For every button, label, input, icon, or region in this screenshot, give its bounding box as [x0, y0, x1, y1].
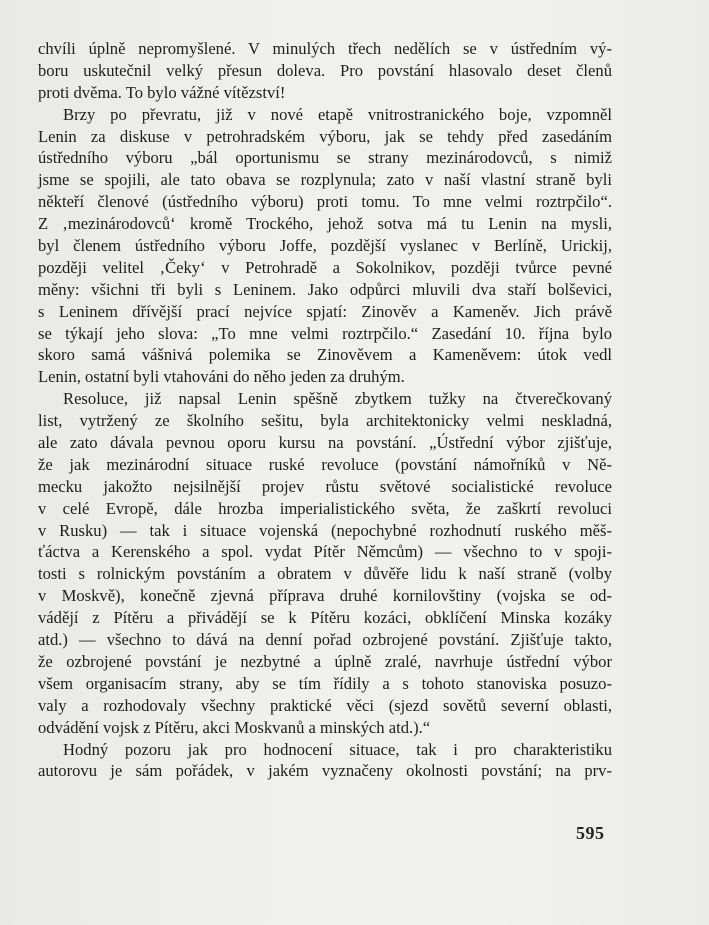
- text-line: se týkají jeho slova: „To mne velmi roztrpčilo.“ Zasedání 10. října bylo: [38, 323, 612, 343]
- text-line: proti dvěma. To bylo vážné vítězství!: [38, 82, 286, 102]
- text-line: ústředního výboru „bál oportunismu se strany mezinárodovců, s nimiž: [38, 148, 612, 168]
- text-line: Lenin za diskuse v petrohradském výboru, jak se tehdy před zasedáním: [38, 126, 612, 146]
- text-line: ale zato dávala pevnou oporu kursu na povstání. „Ústřední výbor zjišťuje,: [38, 433, 612, 453]
- text-line: v celé Evropě, dále hrozba imperialistického světa, že zaškrtí revoluci: [38, 498, 612, 518]
- paragraph: [38, 739, 612, 783]
- page-number: 595: [576, 823, 605, 843]
- text-line: Hodný pozoru jak pro hodnocení situace, tak i pro charakteristiku: [63, 739, 612, 759]
- text-line: měny: všichni tři byli s Leninem. Jako odpůrci mluvili dva staří bolševici,: [38, 279, 612, 299]
- paragraph: [38, 104, 612, 389]
- text-line: Resoluce, již napsal Lenin spěšně zbytkem tužky na čtverečkovaný: [63, 389, 612, 409]
- text-line: později velitel ‚Čeky‘ v Petrohradě a Sokolnikov, později tvůrce pevné: [38, 257, 612, 277]
- paragraph: [38, 38, 612, 104]
- text-line: atd.) — všechno to dává na denní pořad ozbrojené povstání. Zjišťuje takto,: [38, 630, 612, 650]
- text-line: s Leninem dřívější prací nejvíce spjatí: Zinověv a Kameněv. Jich právě: [38, 301, 612, 321]
- text-line: jsme se spojili, ale tato obava se rozplynula; zato v naší vlastní straně byli: [38, 170, 612, 190]
- text-line: boru uskutečnil velký přesun doleva. Pro povstání hlasovalo deset členů: [38, 60, 612, 80]
- paragraph: [38, 388, 612, 738]
- page-body-text: [38, 38, 612, 782]
- text-line: v Moskvě), konečně zjevná příprava druhé kornilovštiny (vojska se od-: [38, 586, 612, 606]
- text-line: v Rusku) — tak i situace vojenská (nepochybné rozhodnutí ruského měš-: [38, 520, 612, 540]
- text-line: Lenin, ostatní byli vtahováni do něho jeden za druhým.: [38, 367, 405, 387]
- text-line: chvíli úplně nepromyšlené. V minulých třech nedělích se v ústředním vý-: [38, 39, 612, 58]
- text-line: odvádění vojsk z Pítěru, akci Moskvanů a minských atd.).“: [38, 717, 431, 737]
- text-line: valy a rozhodovaly všechny praktické věci (sjezd sovětů severní oblasti,: [38, 695, 612, 715]
- text-line: Brzy po převratu, již v nové etapě vnitrostranického boje, vzpomněl: [63, 104, 612, 124]
- text-line: tosti s rolnickým povstáním a obratem v důvěře lidu k naší straně (volby: [38, 564, 612, 584]
- text-line: Z ‚mezinárodovců‘ kromě Trockého, jehož sotva má tu Lenin na mysli,: [38, 214, 612, 234]
- text-line: list, vytržený ze školního sešitu, byla architektonicky velmi neskladná,: [38, 411, 612, 431]
- text-line: že ozbrojené povstání je nezbytné a úplně zralé, navrhuje ústřední výbor: [38, 651, 612, 671]
- text-line: že jak mezinárodní situace ruské revoluce (povstání námořníků v Ně-: [38, 454, 612, 474]
- text-line: všem organisacím strany, aby se tím řídily a s tohoto stanoviska posuzo-: [38, 673, 612, 693]
- text-line: byl členem ústředního výboru Joffe, pozdější vyslanec v Berlíně, Urickij,: [38, 236, 612, 256]
- text-line: ťáctva a Kerenského a spol. vydat Pítěr Němcům) — všechno to v spoji-: [38, 542, 612, 562]
- text-line: autorovu je sám pořádek, v jakém vyznačeny okolnosti povstání; na prv-: [38, 761, 612, 781]
- text-line: mecku jakožto nejsilnější projev růstu světové socialistické revoluce: [38, 476, 612, 496]
- text-line: skoro samá vášnivá polemika se Zinověvem a Kameněvem: útok vedl: [38, 345, 612, 365]
- text-line: vádějí z Pítěru a přivádějí se k Pítěru kozáci, obklíčení Minska kozáky: [38, 608, 612, 628]
- text-line: někteří členové (ústředního výboru) proti tomu. To mne velmi roztrpčilo“.: [38, 192, 612, 212]
